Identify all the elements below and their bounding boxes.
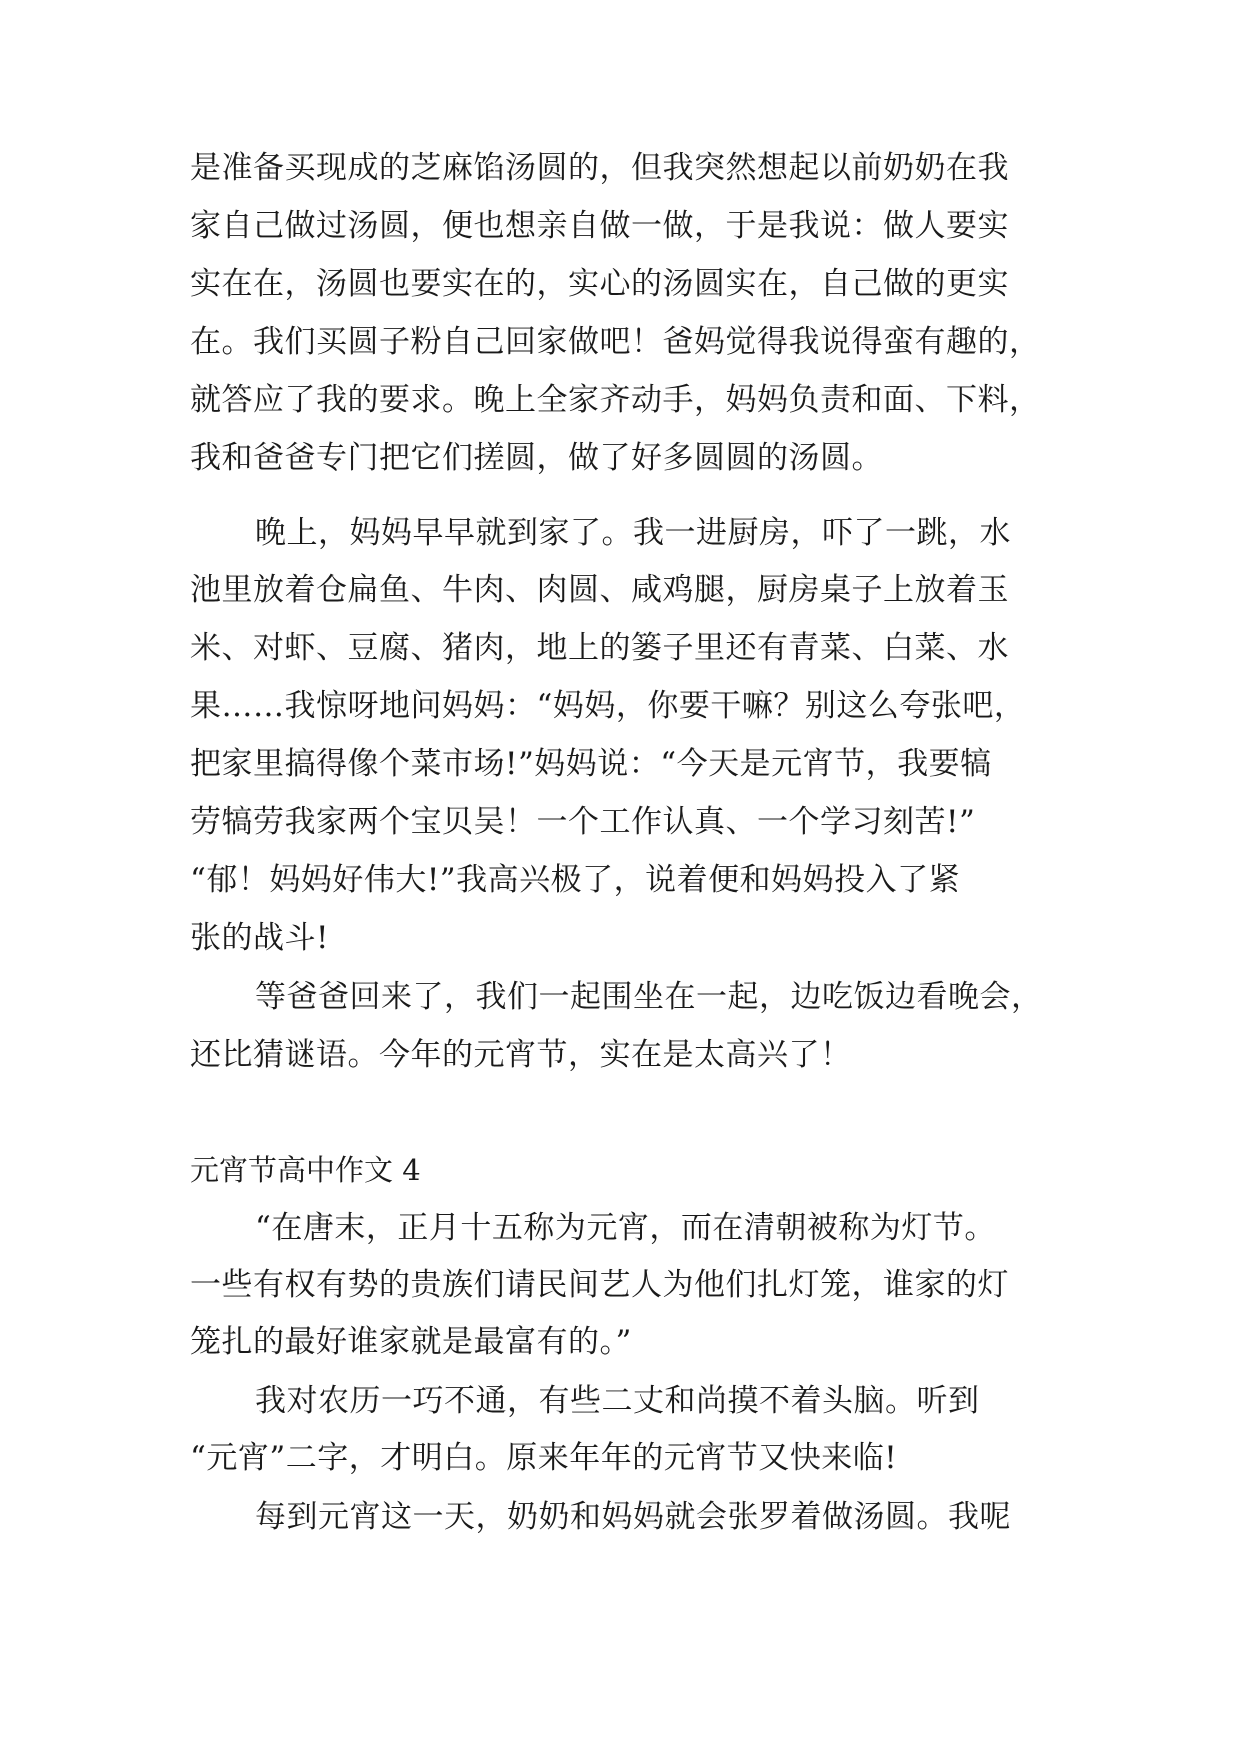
text-line: 晚上，妈妈早早就到家了。我一进厨房，吓了一跳，水 — [255, 515, 1011, 551]
text-line: 我对农历一巧不通，有些二丈和尚摸不着头脑。听到 — [255, 1383, 980, 1419]
text-line: 就答应了我的要求。晚上全家齐动手，妈妈负责和面、下料， — [190, 382, 1041, 418]
text-line: 在。我们买圆子粉自己回家做吧！爸妈觉得我说得蛮有趣的， — [190, 324, 1041, 360]
text-line: 每到元宵这一天，奶奶和妈妈就会张罗着做汤圆。我呢 — [255, 1499, 1011, 1535]
text-line: 家自己做过汤圆，便也想亲自做一做，于是我说：做人要实 — [190, 208, 1009, 244]
text-line: 是准备买现成的芝麻馅汤圆的，但我突然想起以前奶奶在我 — [190, 150, 1009, 186]
text-line: “元宵”二字，才明白。原来年年的元宵节又快来临! — [190, 1440, 898, 1476]
text-line: 一些有权有势的贵族们请民间艺人为他们扎灯笼，谁家的灯 — [190, 1267, 1009, 1303]
text-line: 我和爸爸专门把它们搓圆，做了好多圆圆的汤圆。 — [190, 440, 883, 476]
text-line: 池里放着仓扁鱼、牛肉、肉圆、咸鸡腿，厨房桌子上放着玉 — [190, 572, 1009, 608]
text-line: 实在在，汤圆也要实在的，实心的汤圆实在，自己做的更实 — [190, 266, 1009, 302]
text-line: 把家里搞得像个菜市场!”妈妈说：“今天是元宵节，我要犒 — [190, 746, 992, 782]
text-line: 米、对虾、豆腐、猪肉，地上的篓子里还有青菜、白菜、水 — [190, 630, 1009, 666]
text-line: 果……我惊呀地问妈妈：“妈妈，你要干嘛？别这么夸张吧， — [190, 688, 1026, 724]
text-line: 劳犒劳我家两个宝贝吴！一个工作认真、一个学习刻苦!” — [190, 804, 976, 840]
text-line: “郁！妈妈好伟大!”我高兴极了，说着便和妈妈投入了紧 — [190, 862, 961, 898]
text-line: 笼扎的最好谁家就是最富有的。” — [190, 1324, 632, 1360]
text-line: “在唐末，正月十五称为元宵，而在清朝被称为灯节。 — [255, 1210, 996, 1246]
text-line: 张的战斗! — [190, 920, 329, 956]
section-heading: 元宵节高中作文 4 — [190, 1153, 421, 1187]
text-line: 等爸爸回来了，我们一起围坐在一起，边吃饭边看晚会， — [255, 979, 1043, 1015]
text-line: 还比猜谜语。今年的元宵节，实在是太高兴了！ — [190, 1037, 852, 1073]
